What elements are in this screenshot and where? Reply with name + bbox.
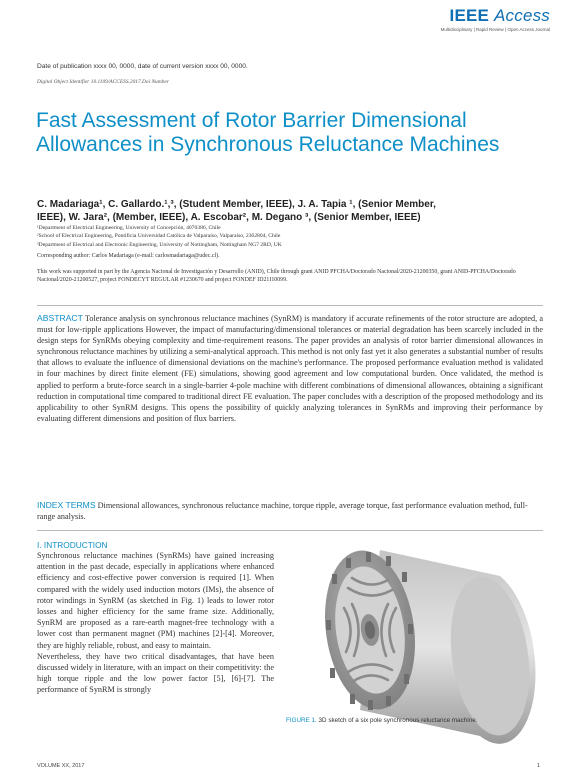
affiliation-item: ¹Department of Electrical Engineering, University of Concepción, 4070386, Chile bbox=[37, 225, 221, 231]
volume-footer: VOLUME XX, 2017 bbox=[37, 763, 85, 769]
doi-line: Digital Object Identifier 10.1109/ACCESS.2017.Doi Number bbox=[37, 79, 169, 85]
paper-title: Fast Assessment of Rotor Barrier Dimensional Allowances in Synchronous Reluctance Machines bbox=[36, 109, 500, 156]
publication-date: Date of publication xxxx 00, 0000, date of current version xxxx 00, 0000. bbox=[37, 63, 248, 70]
page-number: 1 bbox=[537, 763, 541, 769]
affiliations bbox=[37, 224, 537, 249]
abstract-text: Tolerance analysis on synchronous reluctance machines (SynRM) is mandatory if accurate refinements of the rotor structure are adopted, a must for low-ripple applications However, the impact of manufacturing/dimensional tolerances or material degradation has been scarcely included in the design steps for SynRMs obeying complexity and time-requirement reasons. The paper provides an analysis of rotor barrier dimensional allowances in synchronous reluctance machines by utilizing a semi-analytical approach. This method is not only fast yet it also generates a substantial number of results that allows to evaluate the influence of dimensional deviations on the machine's performance. The proposed performance evaluation method is validated in four machines by direct finite element (FE) simulations, showing good agreement and low computational burden. Once validated, the method is applied to perform a brute-force search in a single-barrier 4-pole machine with different combinations of dimensional allowances, obtaining a significant reduction in computational time compared to traditional direct FE evaluation. The paper concludes with a description of the proposed methodology and its applicability to other SynRM designs. This opens the possibility of quickly analyzing tolerances in SynRMs and improving their performance by evaluating different dimensions and position of flux barriers. bbox=[37, 314, 543, 423]
brand-tagline: Multidisciplinary | Rapid Review | Open Access Journal bbox=[440, 27, 550, 32]
affiliation-item: ³Department of Electrical and Electronic Engineering, University of Nottingham, Nottingham NG7 2RD, UK bbox=[37, 241, 282, 248]
figure-caption bbox=[286, 717, 477, 724]
abstract bbox=[37, 313, 543, 424]
corresponding-author: Corresponding author: Carlos Madariaga (e-mail: carlosmadariaga@udec.cl). bbox=[37, 253, 220, 259]
journal-logo bbox=[441, 6, 550, 32]
journal-brand bbox=[441, 6, 550, 26]
section-heading: I. INTRODUCTION bbox=[37, 540, 108, 550]
brand-accent: Access bbox=[494, 6, 550, 25]
index-terms-text: Dimensional allowances, synchronous reluctance machine, torque ripple, average torque, fast performance evaluation method, full-range analysis. bbox=[37, 501, 528, 521]
author-line: IEEE), W. Jara², (Member, IEEE), A. Escobar², M. Degano ³, (Senior Member, IEEE) bbox=[37, 212, 421, 223]
author-list bbox=[37, 198, 537, 224]
introduction-body bbox=[37, 550, 274, 696]
abstract-label: ABSTRACT bbox=[37, 313, 83, 323]
figure-label: FIGURE 1. bbox=[286, 717, 317, 724]
index-terms bbox=[37, 500, 543, 522]
divider bbox=[37, 305, 543, 306]
brand-main: IEEE bbox=[449, 6, 490, 25]
index-terms-label: INDEX TERMS bbox=[37, 500, 96, 510]
figure-caption-text: 3D sketch of a six pole synchronous reluctance machine. bbox=[318, 717, 478, 724]
affiliation-item: ²School of Electrical Engineering, Pontificia Universidad Católica de Valparaíso, Valparaíso, 2362804, Chile bbox=[37, 233, 281, 240]
paragraph: Nevertheless, they have two critical disadvantages, that have been discussed widely in literature, with an impact on their competitivity: the high torque ripple and the low power factor [5], [6]-[7]. The performance of SynRM is strongly bbox=[37, 651, 274, 695]
paragraph: Synchronous reluctance machines (SynRMs) have gained increasing attention in the past decade, especially in applications where enhanced efficiency and cost-effective power conversion is required [1]. When compared with the widely used induction motors (IMs), the absence of rotor windings in SynRM (as sketched in Fig. 1) leads to lower rotor losses and higher efficiency for the same frame size. Additionally, SynRM are proposed as a rare-earth magnet-free technology with a lower cost than permanent magnet (PM) machines [2]-[4]. Moreover, they are highly reliable, robust, and easy to maintain. bbox=[37, 551, 274, 650]
author-line: C. Madariaga¹, C. Gallardo.¹,³, (Student Member, IEEE), J. A. Tapia ¹, (Senior Member, bbox=[37, 199, 436, 210]
funding-note: This work was supported in part by the Agencia Nacional de Investigación y Desarrollo (ANID), Chile through grant ANID PFCHA/Doctorado Nacional/2020-21200350, grant ANID-PFCHA/Doctorado Nacional/2020-21200527, project FONDECYT REGULAR #1230670 and project FONDEF ID21I10099. bbox=[37, 269, 516, 284]
rotor-3d-figure bbox=[290, 528, 544, 778]
